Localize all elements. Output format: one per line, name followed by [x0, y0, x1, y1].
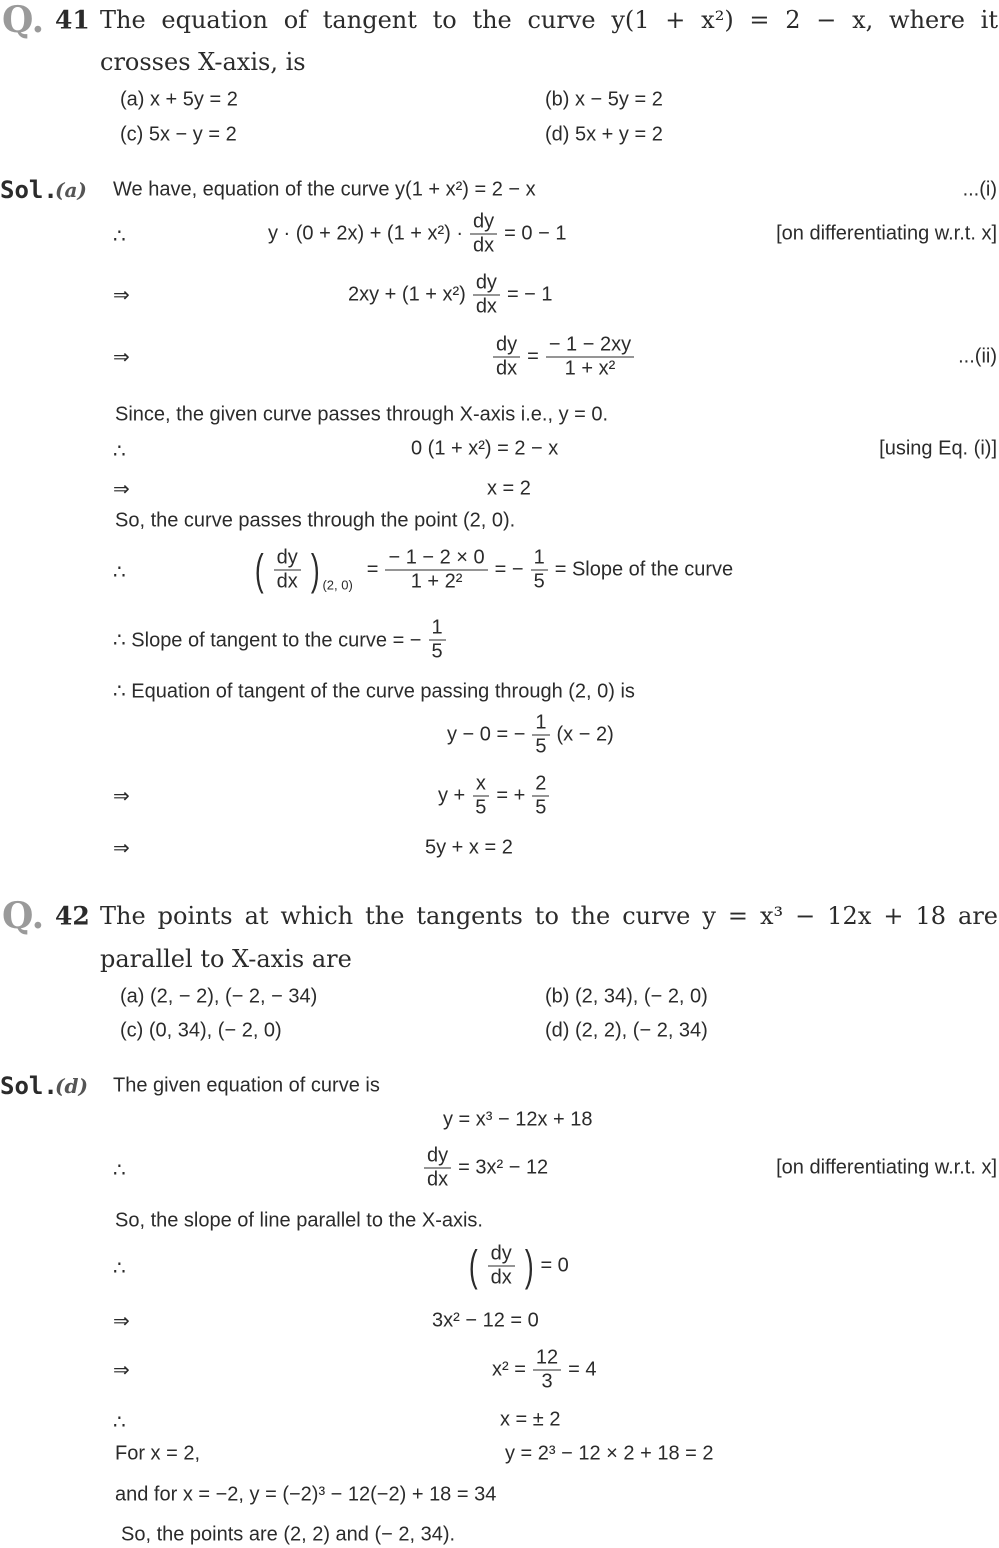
answer-label: (d): [55, 1074, 88, 1098]
fraction: [470, 212, 497, 257]
sol-line: x = ± 2: [500, 1408, 561, 1431]
denominator: 1 + 2²: [410, 570, 463, 593]
fraction: [546, 335, 634, 380]
implies-symbol: ⇒: [113, 284, 130, 307]
subscript: (2, 0): [322, 577, 353, 593]
implies-symbol: ⇒: [113, 1310, 130, 1333]
sol-line: y = 2³ − 12 × 2 + 18 = 2: [505, 1442, 714, 1465]
sol-line: and for x = −2, y = (−2)³ − 12(−2) + 18 = 34: [115, 1483, 497, 1506]
question-marker: Q.: [2, 0, 45, 41]
option-b: (b) (2, 34), (− 2, 0): [545, 985, 708, 1008]
sol-line: [268, 212, 566, 257]
paren: ): [310, 545, 320, 594]
question-text: The points at which the tangents to the curve y = x³ − 12x + 18 are: [100, 902, 998, 930]
numerator: dy: [274, 548, 301, 571]
numerator: − 1 − 2xy: [546, 335, 634, 358]
fraction: [532, 713, 549, 758]
expr: = −: [494, 558, 524, 581]
numerator: 2: [532, 774, 549, 797]
denominator: dx: [276, 570, 298, 593]
expr: = − 1: [506, 283, 553, 306]
numerator: dy: [493, 335, 520, 358]
option-d: (d) (2, 2), (− 2, 34): [545, 1019, 708, 1042]
numerator: 1: [532, 713, 549, 736]
numerator: 1: [531, 548, 548, 571]
implies-symbol: ⇒: [113, 1359, 130, 1382]
option-c: (c) (0, 34), (− 2, 0): [120, 1019, 282, 1042]
therefore-symbol: ∴: [113, 225, 126, 248]
expr: = +: [496, 784, 526, 807]
expr: = 0: [540, 1254, 569, 1277]
numerator: dy: [488, 1244, 515, 1267]
expr: (x − 2): [556, 723, 614, 746]
eq-tag: ...(i): [962, 178, 997, 201]
fraction: [493, 335, 520, 380]
expr: 2xy + (1 + x²): [348, 283, 466, 306]
therefore-symbol: ∴: [113, 440, 126, 463]
expr: = Slope of the curve: [554, 558, 734, 581]
expr: = 4: [568, 1358, 597, 1381]
denominator: 5: [535, 735, 547, 758]
therefore-symbol: ∴: [113, 561, 126, 584]
sol-line: x = 2: [487, 477, 531, 500]
sol-line: 0 (1 + x²) = 2 − x: [411, 437, 559, 460]
question-text-cont: crosses X-axis, is: [100, 48, 306, 76]
denominator: dx: [473, 234, 495, 257]
sol-line: So, the points are (2, 2) and (− 2, 34).: [121, 1523, 456, 1546]
denominator: dx: [475, 295, 497, 318]
denominator: 5: [475, 796, 487, 819]
numerator: dy: [473, 273, 500, 296]
sol-line: [252, 545, 734, 594]
sol-line: y = x³ − 12x + 18: [443, 1108, 593, 1131]
denominator: dx: [427, 1168, 449, 1191]
sol-line: So, the slope of line parallel to the X-axis.: [115, 1209, 483, 1232]
numerator: dy: [424, 1146, 451, 1169]
therefore-symbol: ∴: [113, 1257, 126, 1280]
sol-line: [466, 1241, 569, 1290]
sol-line: So, the curve passes through the point (2, 0).: [115, 509, 516, 532]
therefore-symbol: ∴: [113, 1159, 126, 1182]
paren: (: [254, 545, 264, 594]
implies-symbol: ⇒: [113, 837, 130, 860]
expr: ∴ Slope of tangent to the curve = −: [113, 629, 422, 652]
sol-line: [113, 618, 449, 663]
fraction: [424, 1146, 451, 1191]
option-a: (a) (2, − 2), (− 2, − 34): [120, 985, 318, 1008]
eq-tag: ...(ii): [958, 345, 997, 368]
paren: ): [524, 1241, 534, 1290]
sol-line: ∴ Equation of tangent of the curve passing through (2, 0) is: [113, 680, 635, 703]
fraction: [531, 548, 548, 593]
fraction: [533, 1348, 561, 1393]
sol-line: For x = 2,: [115, 1442, 201, 1465]
expr: =: [527, 345, 539, 368]
sol-line: [438, 774, 552, 819]
denominator: dx: [490, 1266, 512, 1289]
option-c: (c) 5x − y = 2: [120, 123, 237, 146]
expr: x² =: [492, 1358, 526, 1381]
sol-line: The given equation of curve is: [113, 1074, 380, 1097]
denominator: 5: [431, 640, 443, 663]
denominator: 5: [535, 796, 547, 819]
sol-line: 3x² − 12 = 0: [432, 1309, 539, 1332]
fraction: [274, 548, 301, 593]
sol-line: [492, 1348, 597, 1393]
expr: = 3x² − 12: [458, 1156, 549, 1179]
note: [using Eq. (i)]: [879, 437, 997, 460]
sol-line: [490, 335, 637, 380]
question-number: 42: [55, 901, 90, 931]
option-a: (a) x + 5y = 2: [120, 88, 238, 111]
option-b: (b) x − 5y = 2: [545, 88, 663, 111]
solution-label: Sol.: [0, 176, 58, 204]
sol-line: [447, 713, 614, 758]
question-marker: Q.: [2, 895, 45, 937]
fraction: [472, 774, 489, 819]
implies-symbol: ⇒: [113, 785, 130, 808]
sol-line: We have, equation of the curve y(1 + x²) = 2 − x: [113, 178, 536, 201]
expr: y +: [438, 784, 466, 807]
fraction: [532, 774, 549, 819]
expr: = 0 − 1: [504, 222, 567, 245]
note: [on differentiating w.r.t. x]: [776, 1156, 997, 1179]
denominator: dx: [496, 357, 518, 380]
numerator: 1: [429, 618, 446, 641]
sol-line: Since, the given curve passes through X-axis i.e., y = 0.: [115, 403, 609, 426]
fraction: [385, 548, 487, 593]
answer-label: (a): [55, 178, 87, 202]
sol-line: [421, 1146, 548, 1191]
numerator: − 1 − 2 × 0: [385, 548, 487, 571]
question-number: 41: [55, 5, 90, 35]
note: [on differentiating w.r.t. x]: [776, 222, 997, 245]
paren: (: [468, 1241, 478, 1290]
denominator: 5: [533, 570, 545, 593]
sol-line: 5y + x = 2: [425, 836, 513, 859]
therefore-symbol: ∴: [113, 1411, 126, 1434]
expr: y − 0 = −: [447, 723, 526, 746]
solution-label: Sol.: [0, 1072, 58, 1100]
sol-line: [348, 273, 553, 318]
fraction: [429, 618, 446, 663]
denominator: 1 + x²: [564, 357, 616, 380]
implies-symbol: ⇒: [113, 346, 130, 369]
numerator: x: [473, 774, 489, 797]
expr: =: [366, 558, 379, 581]
option-d: (d) 5x + y = 2: [545, 123, 663, 146]
implies-symbol: ⇒: [113, 478, 130, 501]
question-text-cont: parallel to X-axis are: [100, 945, 352, 973]
numerator: 12: [533, 1348, 561, 1371]
expr: y · (0 + 2x) + (1 + x²) ·: [268, 222, 464, 245]
denominator: 3: [541, 1370, 553, 1393]
fraction: [488, 1244, 515, 1289]
fraction: [473, 273, 500, 318]
numerator: dy: [470, 212, 497, 235]
question-text: The equation of tangent to the curve y(1 + x²) = 2 − x, where it: [100, 6, 998, 34]
